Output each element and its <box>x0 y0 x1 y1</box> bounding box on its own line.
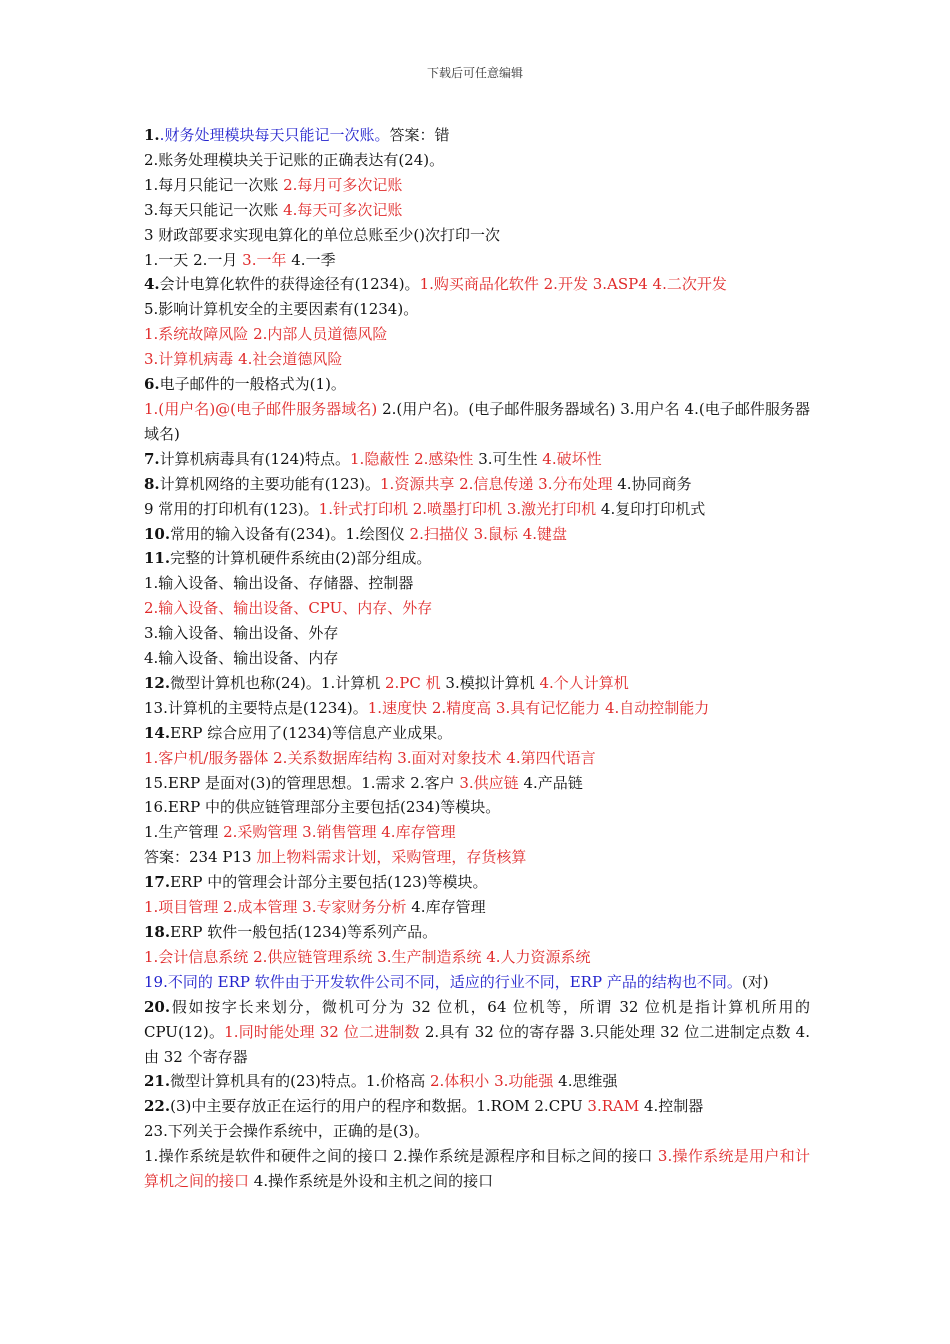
question-text: 计算机病毒具有(124)特点。 <box>159 449 351 468</box>
question-text: 常用的输入设备有(234)。1.绘图仪 <box>170 524 410 543</box>
question-text: 18. <box>144 923 171 941</box>
document-line <box>144 571 810 596</box>
document-line <box>144 945 810 970</box>
question-text: 22. <box>144 1097 171 1116</box>
question-text: 4.操作系统是外设和主机之间的接口 <box>249 1172 494 1191</box>
question-text: 6. <box>144 375 160 394</box>
document-line <box>144 248 810 273</box>
document-line <box>144 920 810 945</box>
document-line <box>144 646 810 671</box>
question-text: 答案：错 <box>389 126 450 144</box>
question-text: 4.输入设备、输出设备、内存 <box>144 649 339 668</box>
question-text: 23.下列关于会操作系统中，正确的是(3)。 <box>144 1122 430 1141</box>
question-text: 12. <box>144 673 171 692</box>
question-text: 微型计算机也称(24)。1.计算机 <box>170 673 385 692</box>
document-line <box>144 1069 810 1094</box>
question-text: 5.影响计算机安全的主要因素有(1234)。 <box>144 300 419 319</box>
question-text: 4.控制器 <box>639 1097 704 1116</box>
document-line <box>144 721 810 746</box>
answer-text: 2.PC 机 <box>384 673 441 692</box>
question-text: 2.具有 32 位的寄存器 3.只能处理 32 位二进制定点数 4.由 32 个寄存器 <box>144 1022 810 1066</box>
question-text: 会计电算化软件的获得途径有(1234)。 <box>159 275 420 294</box>
question-text: 3.每天只能记一次账 <box>144 200 284 219</box>
document-line <box>144 272 810 297</box>
question-text: 20. <box>144 997 171 1016</box>
document-line <box>144 1094 810 1119</box>
answer-text: 4.每天可多次记账 <box>283 200 403 219</box>
answer-text: 1.购买商品化软件 2.开发 3.ASP4 4.二次开发 <box>419 275 727 294</box>
question-text: 8. <box>144 474 160 493</box>
document-line <box>144 596 810 621</box>
document-line <box>144 1119 810 1144</box>
question-text: (对) <box>741 972 769 991</box>
answer-text: 加上物料需求计划，采购管理，存货核算 <box>256 848 527 867</box>
question-text: 4. <box>144 275 160 294</box>
document-line <box>144 795 810 820</box>
question-text: 1. <box>144 126 160 144</box>
answer-text: 2.输入设备、输出设备、CPU、内存、外存 <box>144 599 433 618</box>
question-text: 21. <box>144 1072 171 1091</box>
document-line <box>144 123 810 148</box>
question-text: 微型计算机具有的(23)特点。1.价格高 <box>170 1072 430 1091</box>
question-text: 完整的计算机硬件系统由(2)部分组成。 <box>170 549 432 568</box>
question-text: 10. <box>144 524 171 543</box>
document-line <box>144 671 810 696</box>
question-text: 1.操作系统是软件和硬件之间的接口 2.操作系统是源程序和目标之间的接口 <box>144 1147 658 1166</box>
document-line <box>144 696 810 721</box>
question-text: 17. <box>144 873 171 892</box>
question-text: 4.一季 <box>286 250 336 269</box>
document-line <box>144 223 810 248</box>
document-line <box>144 472 810 497</box>
document-line <box>144 771 810 796</box>
document-line <box>144 347 810 372</box>
highlight-text: .财务处理模块每天只能记一次账。 <box>159 126 390 144</box>
question-text: 4.协同商务 <box>612 474 692 493</box>
question-text: 1.输入设备、输出设备、存储器、控制器 <box>144 574 414 593</box>
question-text: 假如按字长来划分，微机可分为 32 位机，64 位机等，所谓 32 位机是指计算机所用的 CPU(12)。 <box>144 997 810 1041</box>
answer-text: 1.项目管理 2.成本管理 3.专家财务分析 <box>144 898 407 917</box>
answer-text: 3.操作系统是用户和计算机之间的接口 <box>144 1147 810 1191</box>
document-line <box>144 845 810 870</box>
answer-text: 3.RAM <box>587 1097 640 1116</box>
answer-text: 1.速度快 2.精度高 3.具有记忆能力 4.自动控制能力 <box>367 698 710 717</box>
question-text: 4.库存管理 <box>406 898 486 917</box>
answer-text: 2.采购管理 3.销售管理 4.库存管理 <box>223 823 456 842</box>
answer-text: 2.体积小 3.功能强 <box>429 1072 554 1091</box>
answer-text: 1.针式打印机 2.喷墨打印机 3.激光打印机 <box>318 499 597 518</box>
question-text: 1.每月只能记一次账 <box>144 175 284 194</box>
document-line <box>144 970 810 995</box>
answer-text: 1.同时能处理 32 位二进制数 <box>224 1022 420 1041</box>
answer-text: 1.隐蔽性 2.感染性 <box>350 449 474 468</box>
answer-text: 2.扫描仪 3.鼠标 4.键盘 <box>409 524 568 543</box>
question-text: 1.生产管理 <box>144 823 224 842</box>
document-line <box>144 820 810 845</box>
question-text: 7. <box>144 449 160 468</box>
document-body <box>144 123 810 1194</box>
question-text: ERP 综合应用了(1234)等信息产业成果。 <box>170 723 453 742</box>
question-text: 3.可生性 <box>473 449 543 468</box>
document-line <box>144 621 810 646</box>
document-line <box>144 397 810 447</box>
question-text: (3)中主要存放正在运行的用户的程序和数据。1.ROM 2.CPU <box>170 1097 588 1116</box>
question-text: 4.复印打印机式 <box>596 499 706 518</box>
answer-text: 1.客户机/服务器体 2.关系数据库结构 3.面对对象技术 4.第四代语言 <box>144 748 596 767</box>
highlight-text: 19.不同的 ERP 软件由于开发软件公司不同，适应的行业不同，ERP 产品的结构也不同。 <box>144 972 742 991</box>
answer-text: 4.破坏性 <box>542 449 602 468</box>
question-text: 答案：234 P13 <box>144 848 257 867</box>
question-text: ERP 中的管理会计部分主要包括(123)等模块。 <box>170 873 488 892</box>
page-header: 下载后可任意编辑 <box>426 66 523 80</box>
question-text: 2.(用户名)。(电子邮件服务器域名) 3.用户名 4.(电子邮件服务器域名) <box>144 399 810 443</box>
question-text: 电子邮件的一般格式为(1)。 <box>159 375 346 394</box>
document-line <box>144 148 810 173</box>
answer-text: 2.每月可多次记账 <box>283 175 403 194</box>
document-line <box>144 322 810 347</box>
answer-text: 3.计算机病毒 4.社会道德风险 <box>144 350 343 369</box>
question-text: 3 财政部要求实现电算化的单位总账至少()次打印一次 <box>144 225 501 244</box>
document-line <box>144 173 810 198</box>
answer-text: 3.一年 <box>242 250 287 269</box>
answer-text: 4.个人计算机 <box>539 673 629 692</box>
question-text: 3.输入设备、输出设备、外存 <box>144 624 339 643</box>
question-text: 14. <box>144 723 171 742</box>
document-line <box>144 447 810 472</box>
question-text: 3.模拟计算机 <box>440 673 540 692</box>
answer-text: 1.系统故障风险 2.内部人员道德风险 <box>144 325 388 344</box>
question-text: 11. <box>144 549 171 568</box>
question-text: 1.一天 2.一月 <box>144 250 243 269</box>
document-line <box>144 297 810 322</box>
document-line <box>144 870 810 895</box>
document-line <box>144 372 810 397</box>
question-text: 13.计算机的主要特点是(1234)。 <box>144 698 368 717</box>
answer-text: 3.供应链 <box>459 773 519 792</box>
question-text: 计算机网络的主要功能有(123)。 <box>159 474 381 493</box>
document-line <box>144 746 810 771</box>
question-text: 4.产品链 <box>518 773 583 792</box>
question-text: 15.ERP 是面对(3)的管理思想。1.需求 2.客户 <box>144 773 460 792</box>
question-text: 16.ERP 中的供应链管理部分主要包括(234)等模块。 <box>144 798 501 817</box>
document-line <box>144 895 810 920</box>
question-text: 4.思维强 <box>553 1072 618 1091</box>
answer-text: 1.会计信息系统 2.供应链管理系统 3.生产制造系统 4.人力资源系统 <box>144 947 591 966</box>
document-line <box>144 1144 810 1194</box>
question-text: 9 常用的打印机有(123)。 <box>144 499 319 518</box>
document-line <box>144 995 810 1070</box>
question-text: ERP 软件一般包括(1234)等系列产品。 <box>170 923 438 941</box>
document-line <box>144 546 810 571</box>
document-line <box>144 497 810 522</box>
answer-text: 1.资源共享 2.信息传递 3.分布处理 <box>380 474 613 493</box>
document-line <box>144 198 810 223</box>
question-text: 2.账务处理模块关于记账的正确表达有(24)。 <box>144 150 445 169</box>
document-line <box>144 522 810 547</box>
answer-text: 1.(用户名)@(电子邮件服务器域名) <box>144 399 378 418</box>
